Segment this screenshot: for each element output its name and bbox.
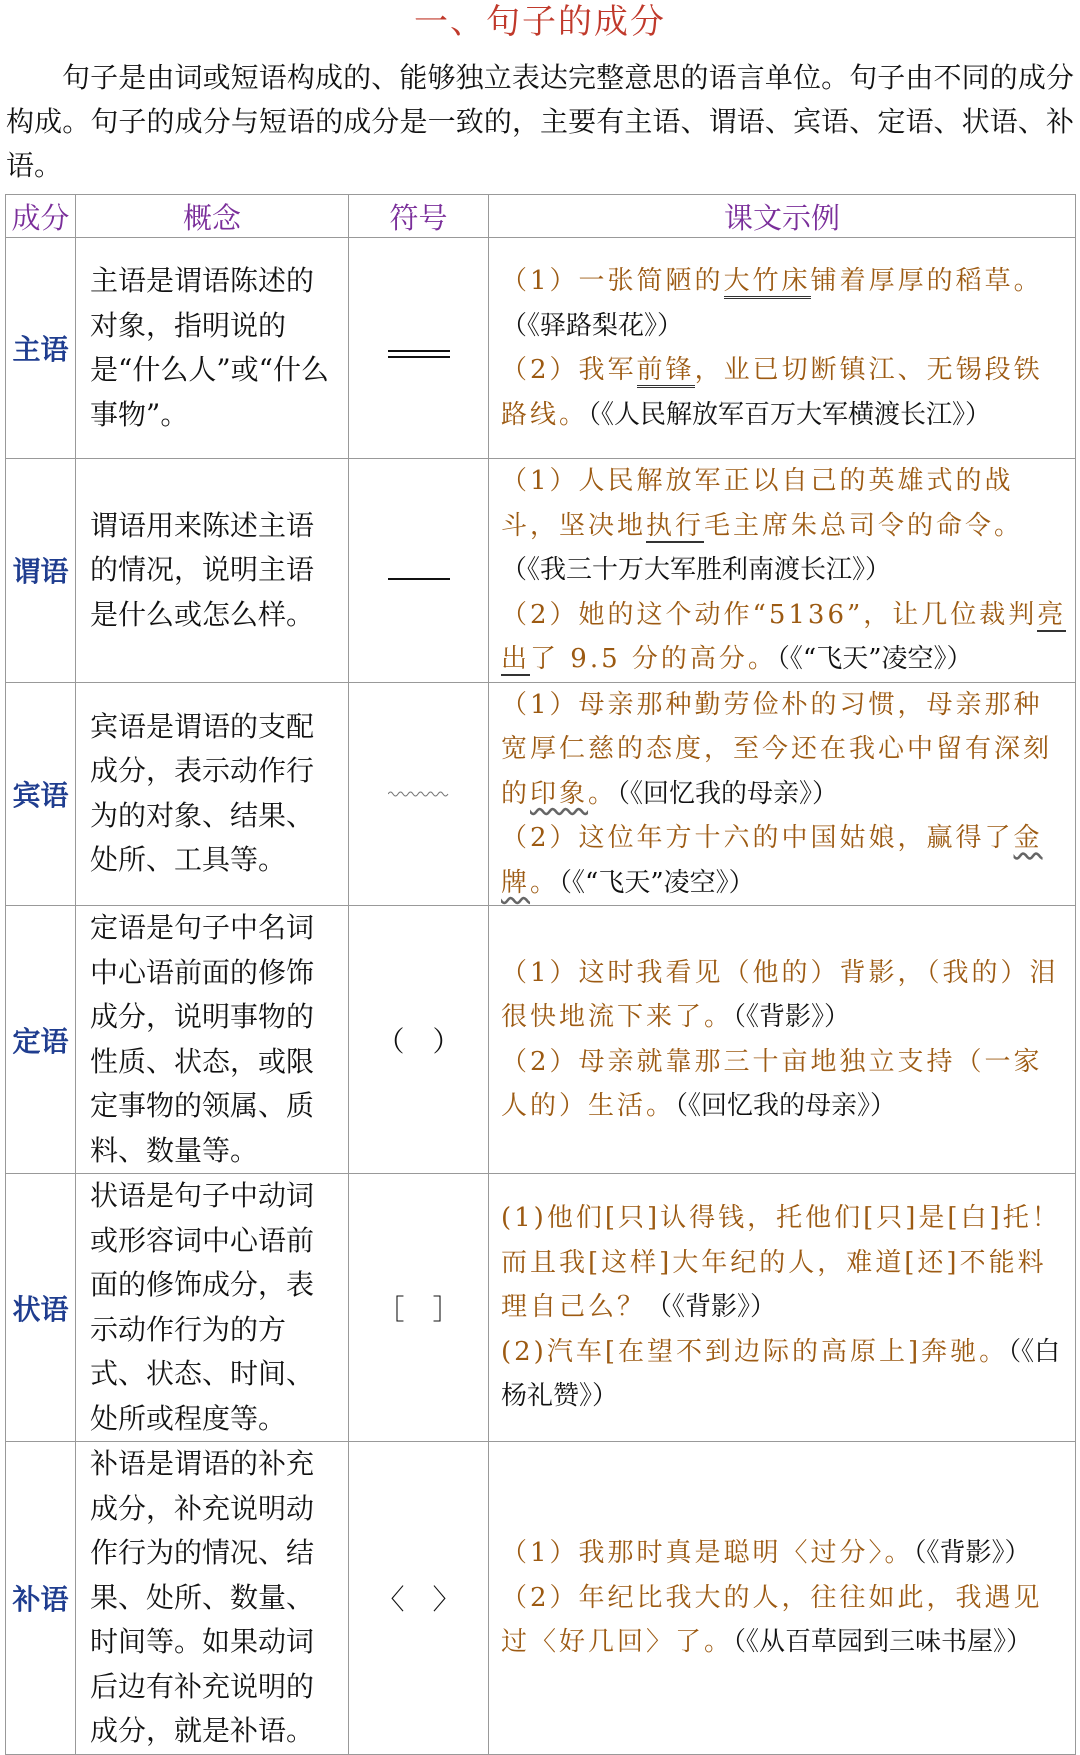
- examples-cell: [489, 906, 1076, 1174]
- examples-cell: [489, 1442, 1076, 1755]
- example-2: （2）母亲就靠那三十亩地独立支持（一家人的）生活。（《回忆我的母亲》）: [501, 1046, 1043, 1121]
- example-1: （1）一张简陋的大竹床铺着厚厚的稻草。（《驿路梨花》）: [501, 266, 1043, 341]
- examples-cell: [489, 238, 1076, 459]
- term-adverbial: 状语: [6, 1174, 76, 1442]
- concept-text: 谓语用来陈述主语的情况，说明主语是什么或怎么样。: [76, 459, 349, 683]
- term-complement: 补语: [6, 1442, 76, 1755]
- examples-cell: [489, 1174, 1076, 1442]
- symbol-single-underline: [349, 459, 489, 683]
- symbol-wavy-underline: [349, 682, 489, 906]
- examples-cell: [489, 459, 1076, 683]
- term-attributive: 定语: [6, 906, 76, 1174]
- example-2: （2）她的这个动作“5136”，让几位裁判亮出了 9.5 分的高分。（《“飞天”凌空》）: [501, 599, 1067, 674]
- symbol-square-brackets: ［ ］: [349, 1174, 489, 1442]
- example-2: (2)汽车[在望不到边际的高原上]奔驰。（《白杨礼赞》）: [501, 1336, 1061, 1412]
- term-object: 宾语: [6, 682, 76, 906]
- header-concept: 概念: [76, 195, 349, 238]
- table-row: [6, 238, 1076, 459]
- symbol-double-underline: [349, 238, 489, 459]
- example-2: （2）我军前锋，业已切断镇江、无锡段铁路线。（《人民解放军百万大军横渡长江》）: [501, 355, 1043, 430]
- examples-cell: [489, 682, 1076, 906]
- header-symbol: 符号: [349, 195, 489, 238]
- example-1: （1）母亲那种勤劳俭朴的习惯，母亲那种宽厚仁慈的态度，至今还在我心中留有深刻的印象。（《回忆我的母亲》）: [501, 689, 1053, 809]
- symbol-angle-brackets: 〈 〉: [349, 1442, 489, 1755]
- concept-text: 主语是谓语陈述的对象，指明说的是“什么人”或“什么事物”。: [76, 238, 349, 459]
- concept-text: 状语是句子中动词或形容词中心语前面的修饰成分，表示动作行为的方式、状态、时间、处所或程度等。: [76, 1174, 349, 1442]
- concept-text: 定语是句子中名词中心语前面的修饰成分，说明事物的性质、状态，或限定事物的领属、质料、数量等。: [76, 906, 349, 1174]
- page-title: 一、句子的成分: [414, 2, 666, 42]
- example-1: (1)他们[只]认得钱，托他们[只]是[白]托！而且我[这样]大年纪的人，难道[还]不能料理自己么？（《背影》）: [501, 1203, 1061, 1323]
- example-1: （1）这时我看见（他的）背影，（我的）泪很快地流下来了。（《背影》）: [501, 957, 1059, 1032]
- table-row: [6, 1174, 1076, 1442]
- concept-text: 补语是谓语的补充成分，补充说明动作行为的情况、结果、处所、数量、时间等。如果动词后边有补充说明的成分，就是补语。: [76, 1442, 349, 1755]
- sentence-components-table: [5, 194, 1076, 1755]
- example-2: （2）这位年方十六的中国姑娘，赢得了金牌。（《“飞天”凌空》）: [501, 823, 1043, 898]
- example-2: （2）年纪比我大的人，往往如此，我遇见过〈好几回〉了。（《从百草园到三味书屋》）: [501, 1582, 1043, 1657]
- table-row: [6, 682, 1076, 906]
- intro-paragraph: 句子是由词或短语构成的、能够独立表达完整意思的语言单位。句子由不同的成分构成。句子的成分与短语的成分是一致的，主要有主语、谓语、宾语、定语、状语、补语。: [6, 61, 1074, 182]
- term-subject: 主语: [6, 238, 76, 459]
- header-term: 成分: [6, 195, 76, 238]
- header-examples: 课文示例: [489, 195, 1076, 238]
- example-1: （1）人民解放军正以自己的英雄式的战斗，坚决地执行毛主席朱总司令的命令。（《我三十万大军胜利南渡长江》）: [501, 466, 1024, 585]
- table-row: [6, 459, 1076, 683]
- example-1: （1）我那时真是聪明〈过分〉。（《背影》）: [501, 1538, 1031, 1568]
- table-header-row: [6, 195, 1076, 238]
- concept-text: 宾语是谓语的支配成分，表示动作行为的对象、结果、处所、工具等。: [76, 682, 349, 906]
- table-row: [6, 1442, 1076, 1755]
- symbol-parentheses: （ ）: [349, 906, 489, 1174]
- table-row: [6, 906, 1076, 1174]
- term-predicate: 谓语: [6, 459, 76, 683]
